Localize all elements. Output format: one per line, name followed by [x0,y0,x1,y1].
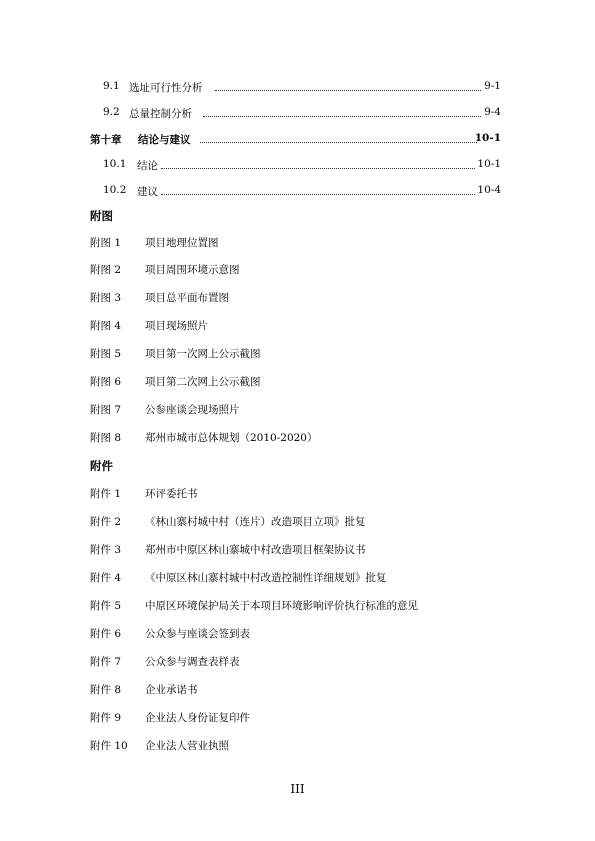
toc-leader-dots [200,132,477,143]
figure-item[interactable] [0,235,595,255]
figure-item[interactable] [0,402,595,422]
attachment-text: 《中原区林山寨村城中村改造控制性详细规划》批复 [145,572,387,584]
figures-heading: 附图 [90,209,113,223]
attachment-item[interactable] [0,514,595,534]
toc-entry-title: 建议 [137,186,158,198]
attachment-text: 企业法人营业执照 [145,740,229,752]
page-number: III [290,782,305,796]
figure-item[interactable] [0,262,595,282]
attachment-text: 环评委托书 [145,488,198,500]
toc-entry-number: 第十章 [90,134,122,146]
attachment-label: 附件 4 [90,572,122,584]
attachment-text: 公众参与调查表样表 [145,656,240,668]
toc-entry[interactable] [0,158,595,178]
attachment-text: 《林山寨村城中村（连片）改造项目立项》批复 [145,516,366,528]
figure-text: 项目第二次网上公示截图 [145,376,261,388]
toc-entry-number: 9.1 [103,80,120,92]
figure-item[interactable] [0,374,595,394]
attachment-item[interactable] [0,542,595,562]
attachment-item[interactable] [0,626,595,646]
toc-leader-dots [161,158,475,169]
attachment-item[interactable] [0,570,595,590]
toc-entry-title: 总量控制分析 [129,108,192,120]
toc-entry-page: 10-1 [477,158,501,170]
attachment-item[interactable] [0,598,595,618]
toc-entry-page: 10-1 [474,132,501,144]
attachments-heading: 附件 [90,459,113,473]
attachment-label: 附件 10 [90,740,128,752]
toc-entry-page: 9-1 [484,80,501,92]
toc-chapter-entry[interactable] [0,132,595,152]
attachment-item[interactable] [0,738,595,758]
toc-entry[interactable] [0,184,595,204]
toc-entry-number: 9.2 [103,106,120,118]
toc-entry-page: 9-4 [484,106,501,118]
toc-entry[interactable] [0,80,595,100]
toc-entry-title: 选址可行性分析 [129,82,203,94]
figure-label: 附图 8 [90,432,122,444]
figure-label: 附图 4 [90,320,122,332]
figure-item[interactable] [0,430,595,450]
figure-text: 郑州市城市总体规划（2010-2020） [145,432,318,444]
attachment-label: 附件 5 [90,600,122,612]
attachment-text: 中原区环境保护局关于本项目环境影响评价执行标准的意见 [145,600,418,612]
attachment-item[interactable] [0,682,595,702]
figure-label: 附图 2 [90,264,122,276]
figure-label: 附图 1 [90,237,122,249]
toc-leader-dots [215,80,481,91]
figure-label: 附图 7 [90,404,122,416]
attachment-item[interactable] [0,654,595,674]
attachment-label: 附件 8 [90,684,122,696]
attachment-label: 附件 9 [90,712,122,724]
figure-label: 附图 5 [90,348,122,360]
figure-text: 项目现场照片 [145,320,208,332]
toc-entry-number: 10.1 [103,158,127,170]
attachment-text: 公众参与座谈会签到表 [145,628,250,640]
figure-text: 公参座谈会现场照片 [145,404,240,416]
attachment-text: 郑州市中原区林山寨城中村改造项目框架协议书 [145,544,366,556]
attachment-label: 附件 3 [90,544,122,556]
attachment-label: 附件 6 [90,628,122,640]
attachment-label: 附件 7 [90,656,122,668]
figure-item[interactable] [0,290,595,310]
figure-text: 项目第一次网上公示截图 [145,348,261,360]
toc-entry-title: 结论 [137,160,158,172]
figure-item[interactable] [0,346,595,366]
figure-text: 项目地理位置图 [145,237,219,249]
attachment-item[interactable] [0,486,595,506]
attachment-label: 附件 2 [90,516,122,528]
figure-item[interactable] [0,318,595,338]
attachment-text: 企业承诺书 [145,684,198,696]
attachment-text: 企业法人身份证复印件 [145,712,250,724]
attachment-label: 附件 1 [90,488,122,500]
toc-entry[interactable] [0,106,595,126]
figure-label: 附图 3 [90,292,122,304]
toc-entry-number: 10.2 [103,184,127,196]
figure-text: 项目总平面布置图 [145,292,229,304]
attachment-item[interactable] [0,710,595,730]
toc-entry-title: 结论与建议 [138,134,191,146]
figure-text: 项目周围环境示意图 [145,264,240,276]
figure-label: 附图 6 [90,376,122,388]
toc-leader-dots [203,106,481,117]
toc-entry-page: 10-4 [477,184,501,196]
toc-leader-dots [161,184,475,195]
